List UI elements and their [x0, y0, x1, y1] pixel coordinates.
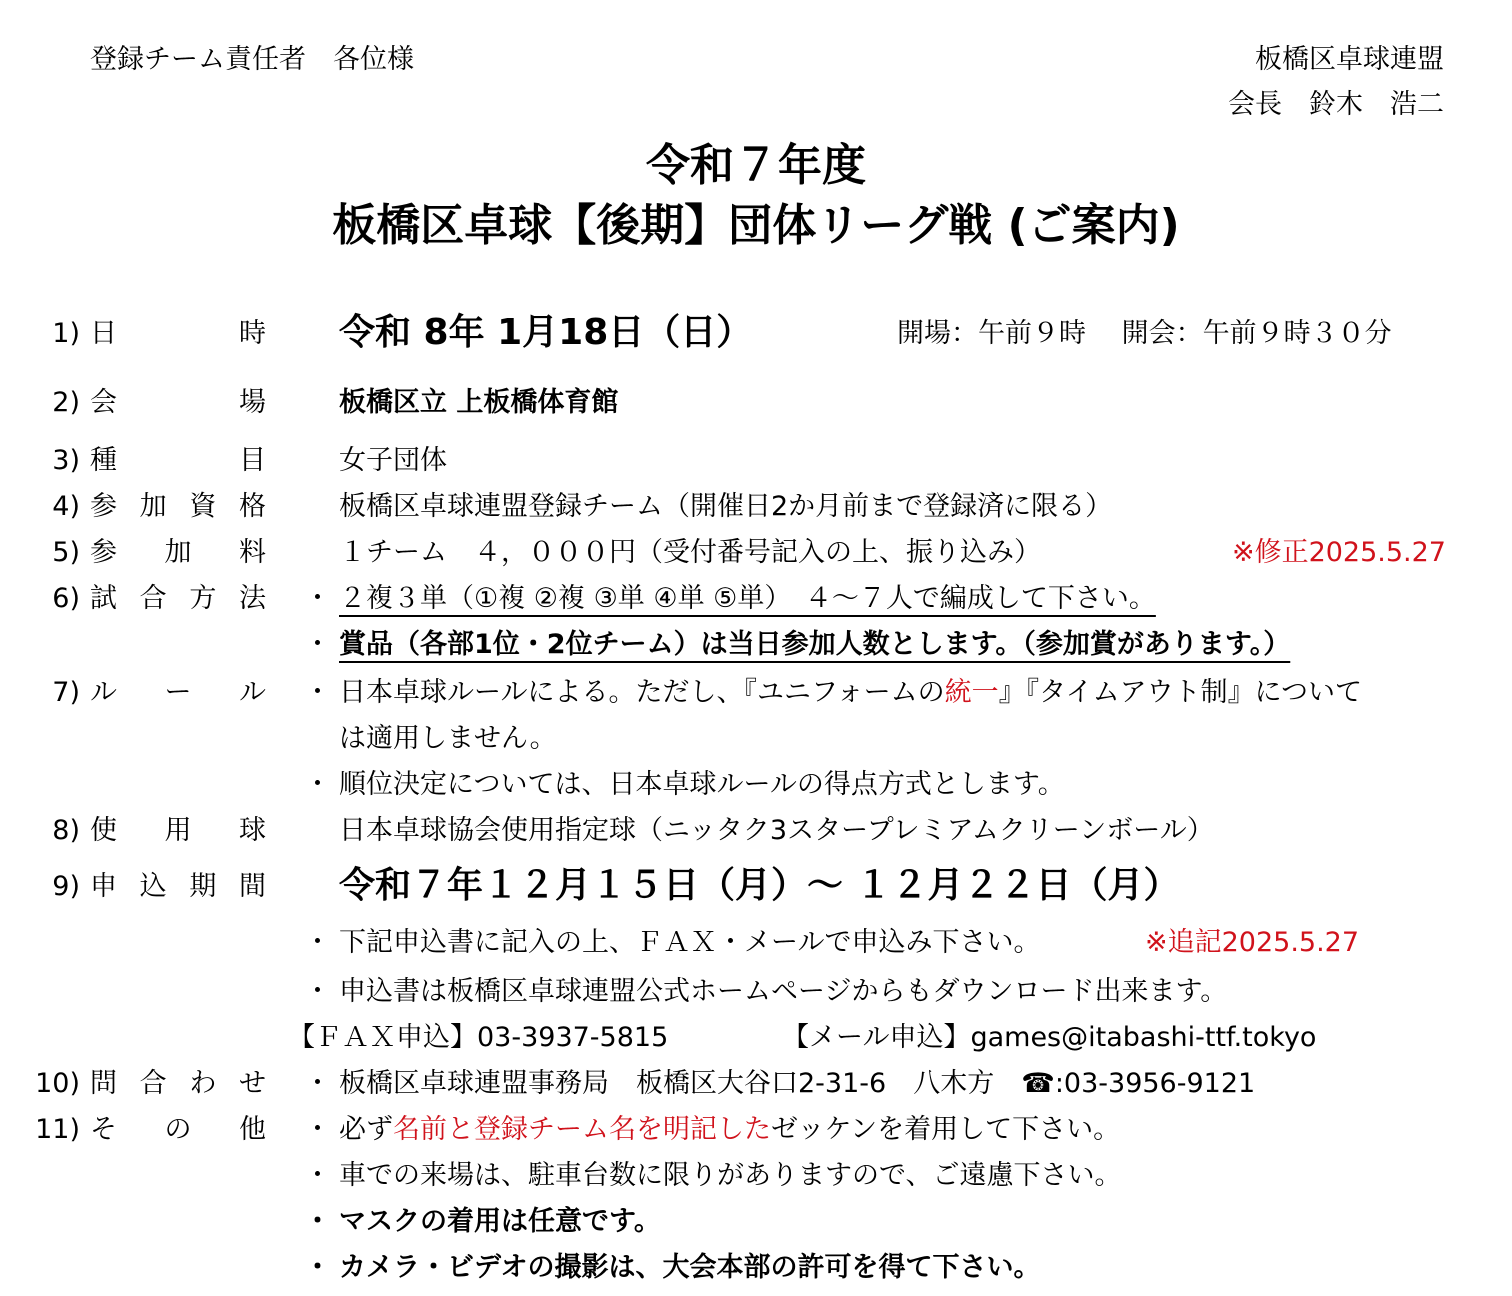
item-number: 4) [52, 491, 80, 522]
bib-highlight: 名前と登録チーム名を明記した [393, 1114, 771, 1145]
label-venue [26, 386, 266, 420]
bullet: ・ [304, 769, 331, 800]
label-char: せ [238, 1068, 266, 1099]
label-rules [26, 676, 266, 710]
label-char: 球 [239, 815, 266, 846]
label-char: 他 [239, 1114, 266, 1145]
organization-name: 板橋区卓球連盟 [1255, 44, 1444, 75]
item-number: 8) [52, 815, 80, 846]
download-note: 申込書は板橋区卓球連盟公式ホームページからもダウンロード出来ます。 [339, 976, 1228, 1007]
label-char: 料 [239, 537, 266, 568]
label-char: 使 [90, 815, 117, 846]
item-number: 3) [52, 445, 80, 476]
label-other [26, 1113, 266, 1147]
label-char: 種 [90, 445, 117, 476]
bullet: ・ [304, 1160, 331, 1191]
president-name: 会長 鈴木 浩二 [1228, 89, 1444, 120]
entry-period: 令和７年１２月１５日（月）～ １２月２２日（月） [339, 865, 1180, 906]
contact-info: 板橋区卓球連盟事務局 板橋区大谷口2-31-6 八木方 ☎:03-3956-9121 [339, 1068, 1256, 1099]
label-char: ル [90, 677, 117, 708]
item-number: 5) [52, 537, 80, 568]
bullet: ・ [304, 1206, 331, 1237]
bullet: ・ [304, 1252, 331, 1283]
label-char: 加 [139, 491, 167, 522]
label-char: わ [189, 1068, 217, 1099]
bullet: ・ [304, 583, 331, 614]
bib-instructions [339, 1113, 1120, 1147]
item-number: 10) [35, 1068, 80, 1099]
ball-text: 日本卓球協会使用指定球（ニッタク3スタープレミアムクリーンボール） [339, 815, 1214, 846]
label-char: 参 [90, 491, 117, 522]
rules-highlight: 統一 [944, 677, 999, 708]
label-char: 問 [90, 1068, 117, 1099]
camera-note: カメラ・ビデオの撮影は、大会本部の許可を得て下さい。 [339, 1252, 1041, 1283]
format-text: ２複３単（①複 ②複 ③単 ④単 ⑤単） ４～７人で編成して下さい。 [339, 583, 1156, 614]
label-char: 試 [90, 583, 117, 614]
label-char: ル [239, 677, 266, 708]
label-char: 込 [139, 871, 167, 902]
label-contact [26, 1067, 266, 1101]
rules-text-part: 』『タイムアウト制』について [998, 677, 1363, 708]
label-eligibility [26, 490, 266, 524]
label-char: 用 [164, 815, 192, 846]
label-char: 法 [238, 583, 266, 614]
label-char: 場 [239, 387, 266, 418]
parking-note: 車での来場は、駐車台数に限りがありますので、ご遠慮下さい。 [339, 1160, 1122, 1191]
label-char: 時 [239, 318, 266, 349]
label-char: 日 [90, 318, 117, 349]
rules-text [339, 676, 1362, 710]
label-date [26, 317, 266, 351]
label-char: 間 [238, 871, 266, 902]
revision-note: ※修正2025.5.27 [1231, 537, 1446, 568]
label-char: 合 [139, 1068, 167, 1099]
bullet: ・ [304, 629, 331, 660]
item-number: 6) [52, 583, 80, 614]
page-title: 板橋区卓球【後期】団体リーグ戦 (ご案内) [332, 200, 1180, 251]
label-char: 目 [239, 445, 266, 476]
event-date: 令和 8年 1月18日（日） [339, 312, 753, 353]
bullet: ・ [304, 976, 331, 1007]
item-number: 7) [52, 677, 80, 708]
fee-text: １チーム ４，０００円（受付番号記入の上、振り込み） [339, 537, 1041, 568]
mail-address: 【メール申込】games@itabashi-ttf.tokyo [782, 1022, 1317, 1053]
label-entry [26, 870, 266, 904]
label-char: 格 [238, 491, 266, 522]
label-char: の [164, 1114, 192, 1145]
recipient: 登録チーム責任者 各位様 [90, 44, 414, 75]
label-char: 資 [189, 491, 217, 522]
label-char: 申 [90, 871, 117, 902]
label-fee [26, 536, 266, 570]
title-year: 令和７年度 [646, 140, 866, 191]
label-char: 期 [189, 871, 217, 902]
eligibility-text: 板橋区卓球連盟登録チーム（開催日2か月前まで登録済に限る） [339, 491, 1113, 522]
rules-text-part: 日本卓球ルールによる。ただし、『ユニフォームの [339, 677, 945, 708]
label-ball [26, 814, 266, 848]
ranking-text: 順位決定については、日本卓球ルールの得点方式とします。 [339, 769, 1065, 800]
item-number: 2) [52, 387, 80, 418]
bib-text-part: 必ず [339, 1114, 393, 1145]
item-number: 11) [35, 1114, 80, 1145]
bullet: ・ [304, 677, 331, 708]
opening-times: 開場：午前９時 開会：午前９時３０分 [897, 318, 1392, 349]
mask-note: マスクの着用は任意です。 [339, 1206, 661, 1237]
venue-name: 板橋区立 上板橋体育館 [339, 387, 619, 418]
addendum-note: ※追記2025.5.27 [1145, 927, 1360, 958]
bullet: ・ [304, 927, 331, 958]
item-number: 1) [52, 318, 80, 349]
event-type: 女子団体 [339, 445, 447, 476]
label-char: 加 [164, 537, 192, 568]
rules-text-continued: は適用しません。 [339, 723, 557, 754]
entry-instructions: 下記申込書に記入の上、ＦＡＸ・メールで申込み下さい。 [339, 927, 1041, 958]
label-event [26, 444, 266, 478]
label-char: 会 [90, 387, 117, 418]
bullet: ・ [304, 1068, 331, 1099]
label-char: 合 [139, 583, 167, 614]
item-number: 9) [52, 871, 80, 902]
prize-text: 賞品（各部1位・2位チーム）は当日参加人数とします。（参加賞があります。） [339, 629, 1291, 660]
label-char: ー [164, 677, 192, 708]
label-char: そ [90, 1114, 117, 1145]
fax-number: 【ＦＡＸ申込】03-3937-5815 [288, 1022, 669, 1053]
label-char: 参 [90, 537, 117, 568]
label-char: 方 [189, 583, 217, 614]
bib-text-part: ゼッケンを着用して下さい。 [771, 1114, 1121, 1145]
label-format [26, 582, 266, 616]
bullet: ・ [304, 1114, 331, 1145]
